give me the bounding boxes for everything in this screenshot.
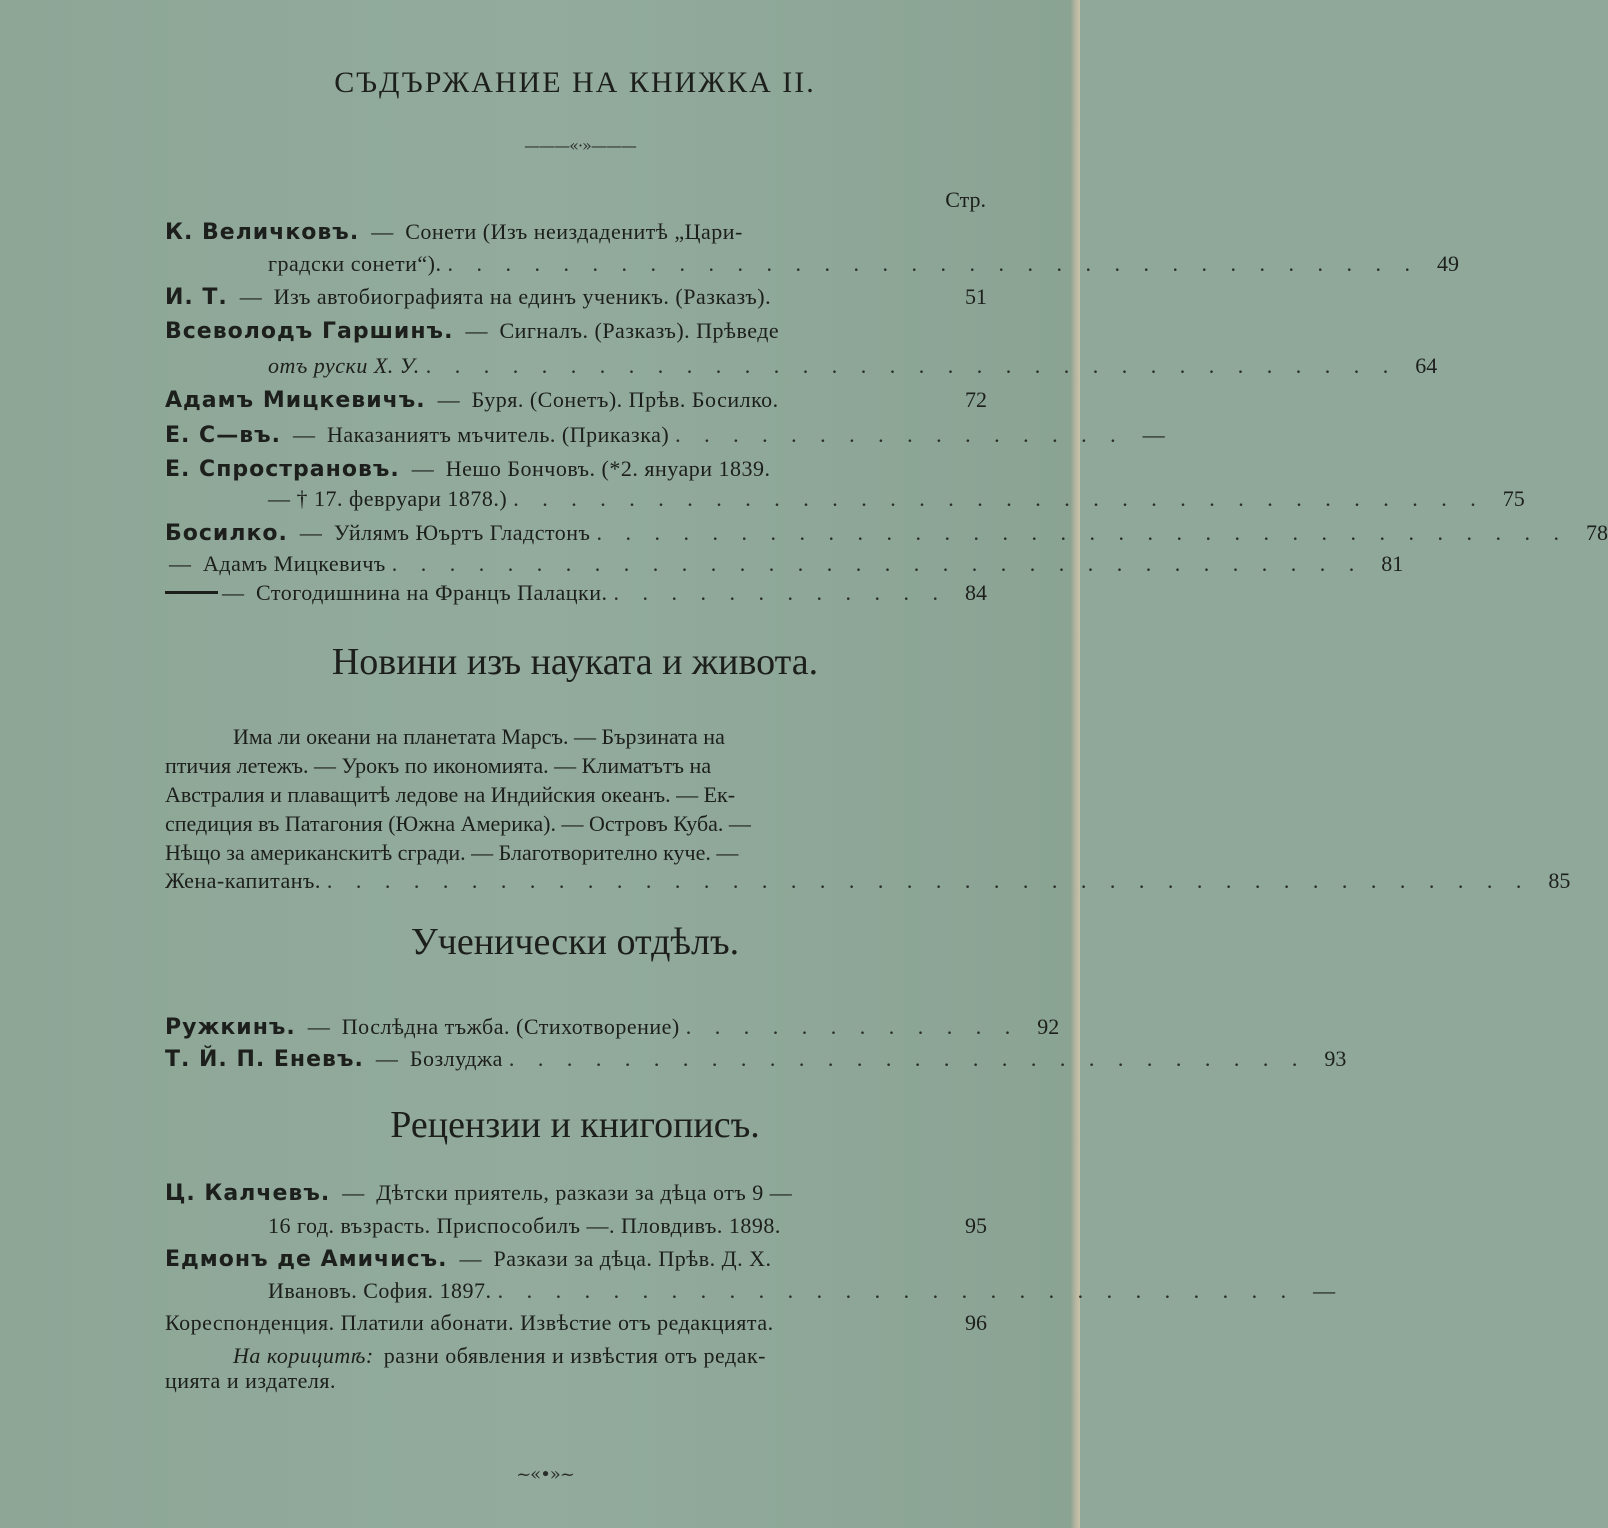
toc-entry-continuation [268, 486, 1525, 512]
entry-title: Стогодишнина на Францъ Палацки. [256, 580, 608, 605]
toc-entry [165, 1246, 987, 1272]
news-paragraph [165, 722, 987, 867]
entry-dash: — [222, 580, 245, 605]
entry-dash: — [375, 1046, 398, 1071]
correspondence-text: Кореспонденция. Платили абонати. Извѣстие отъ редакцията. [165, 1310, 774, 1335]
entry-dash: — [239, 284, 262, 309]
entry-page: — [1313, 1278, 1336, 1303]
toc-entry-continuation [268, 353, 1438, 379]
entry-dash: — [411, 456, 434, 481]
leader-dots: . . . . . . . . . . . . . . . . [675, 422, 1125, 447]
ornament-divider-bottom: ~«•»~ [516, 1464, 574, 1485]
entry-dash: — [299, 520, 322, 545]
entry-page: 95 [965, 1213, 987, 1238]
entry-title: 16 год. възрасть. Приспособилъ —. Пловдивъ. 1898. [268, 1213, 781, 1238]
covers-label: На корицитѣ: [233, 1343, 374, 1368]
entry-page: 75 [1502, 486, 1525, 511]
toc-entry-continuation [268, 1278, 1336, 1304]
toc-entry [165, 387, 987, 413]
section-title-students: Ученически отдѣлъ. [410, 921, 740, 963]
entry-page: 96 [965, 1310, 987, 1335]
entry-title: Адамъ Мицкевичъ [203, 551, 386, 576]
entry-title: Ивановъ. София. 1897. [268, 1278, 492, 1303]
entry-page: 92 [1037, 1014, 1060, 1039]
toc-entry-continuation [268, 1213, 987, 1239]
entry-page: 78 [1585, 520, 1608, 545]
leader-dots: . . . . . . . . . . . . [685, 1014, 1020, 1039]
entry-title: Сонети (Изъ неиздаденитѣ „Цари- [405, 219, 743, 244]
entry-title: Разкази за дѣца. Прѣв. Д. Х. [493, 1246, 772, 1271]
correspondence-line [165, 1310, 987, 1336]
toc-entry [165, 456, 987, 482]
news-line: спедиция въ Патагония (Южна Америка). — Островъ Куба. — [165, 811, 751, 836]
entry-author: Е. Спространовъ. [165, 457, 400, 482]
toc-entry [165, 520, 1608, 546]
entry-dash: — [293, 422, 316, 447]
entry-page: 81 [1381, 551, 1404, 576]
entry-author: Ц. Калчевъ. [165, 1181, 331, 1206]
covers-text: разни обявления и извѣстия отъ редак- [383, 1343, 766, 1368]
ditto-rule [165, 591, 218, 594]
leader-dots: . . . . . . . . . . . . . . . . . . . . . . . . . . . . . . . . . . [425, 353, 1398, 378]
toc-entry [165, 1046, 1347, 1072]
entry-title: Нешо Бончовъ. (*2. януари 1839. [445, 456, 771, 481]
entry-author: И. Т. [165, 285, 228, 310]
entry-title: Послѣдна тъжба. (Стихотворение) [341, 1014, 680, 1039]
toc-entry [165, 580, 987, 606]
entry-title: Изъ автобиографията на единъ ученикъ. (Разказъ). [273, 284, 772, 309]
news-last-line [165, 868, 1571, 894]
entry-author: Босилко. [165, 521, 288, 546]
news-line: птичия летежъ. — Урокъ по икономията. — Климатътъ на [165, 753, 712, 778]
toc-entry [165, 1180, 987, 1206]
toc-entry [165, 318, 987, 344]
entry-author: Т. Й. П. Еневъ. [165, 1047, 364, 1072]
entry-title: Дѣтски приятель, разкази за дѣца отъ 9 — [376, 1180, 793, 1205]
leader-dots: . . . . . . . . . . . . [613, 580, 947, 605]
entry-dash: — [342, 1180, 365, 1205]
toc-entry [165, 1014, 1060, 1040]
news-line: Има ли океани на планетата Марсъ. — Бързината на [233, 724, 725, 749]
entry-title: — † 17. февруари 1878.) [268, 486, 508, 511]
entry-title: Бозлуджа [409, 1046, 503, 1071]
entry-page: 51 [965, 284, 987, 309]
leader-dots: . . . . . . . . . . . . . . . . . . . . . . . . . . . . . . . . . . [391, 551, 1364, 576]
entry-page: 64 [1415, 353, 1438, 378]
entry-dash: — [465, 318, 488, 343]
entry-page: 72 [965, 387, 987, 412]
entry-title: Уйлямъ Юъртъ Гладстонъ [333, 520, 591, 545]
entry-page: 85 [1548, 868, 1571, 893]
news-line: Жена-капитанъ. [165, 868, 321, 893]
section-title-reviews: Рецензии и книгописъ. [390, 1104, 760, 1146]
entry-page: 93 [1324, 1046, 1347, 1071]
covers-line [165, 1368, 987, 1394]
entry-page: 84 [965, 580, 987, 605]
entry-dash: — [371, 219, 394, 244]
leader-dots: . . . . . . . . . . . . . . . . . . . . . . . . . . . . . . . . . . [447, 251, 1419, 276]
covers-line [165, 1343, 987, 1369]
ornament-divider-top: ———«·»——— [524, 136, 636, 155]
toc-entry [165, 219, 987, 245]
leader-dots: . . . . . . . . . . . . . . . . . . . . . . . . . . . . . . . . . . [513, 486, 1485, 511]
entry-title: отъ руски Х. У. [268, 353, 420, 378]
leader-dots: . . . . . . . . . . . . . . . . . . . . . . . . . . . . . . . . . . . . . . . . . . [326, 868, 1531, 893]
news-line: Нѣщо за американскитѣ сгради. — Благотворително куче. — [165, 840, 739, 865]
toc-entry [165, 284, 987, 310]
toc-entry [165, 551, 1404, 577]
section-title-news: Новини изъ науката и живота. [331, 641, 819, 683]
entry-dash: — [437, 387, 460, 412]
entry-author: Всеволодъ Гаршинъ. [165, 319, 454, 344]
page-title: СЪДЪРЖАНИЕ НА КНИЖКА II. [334, 66, 816, 99]
covers-text: цията и издателя. [165, 1368, 337, 1393]
leader-dots: . . . . . . . . . . . . . . . . . . . . . . . . . . . . . . . . . . [596, 520, 1568, 545]
entry-dash: — [169, 551, 191, 576]
entry-page: 49 [1437, 251, 1459, 276]
entry-title: градски сонети“). [268, 251, 442, 276]
toc-entry [165, 422, 1165, 448]
entry-author: Ружкинъ. [165, 1015, 296, 1040]
entry-author: Едмонъ де Амичисъ. [165, 1247, 448, 1272]
entry-title: Наказаниятъ мъчитель. (Приказка) [327, 422, 670, 447]
entry-author: Е. С—въ. [165, 423, 282, 448]
news-line: Австралия и плаващитѣ ледове на Индийския океанъ. — Ек- [165, 782, 736, 807]
entry-author: Адамъ Мицкевичъ. [165, 388, 426, 413]
page-column-header: Стр. [945, 187, 986, 212]
entry-dash: — [459, 1246, 482, 1271]
leader-dots: . . . . . . . . . . . . . . . . . . . . . . . . . . . . [497, 1278, 1296, 1303]
entry-page: — [1142, 422, 1165, 447]
leader-dots: . . . . . . . . . . . . . . . . . . . . . . . . . . . . [508, 1046, 1307, 1071]
entry-title: Буря. (Сонетъ). Прѣв. Босилко. [471, 387, 779, 412]
toc-entry-continuation [268, 251, 1459, 277]
entry-dash: — [307, 1014, 330, 1039]
entry-author: К. Величковъ. [165, 220, 360, 245]
entry-title: Сигналъ. (Разказъ). Прѣведе [499, 318, 780, 343]
